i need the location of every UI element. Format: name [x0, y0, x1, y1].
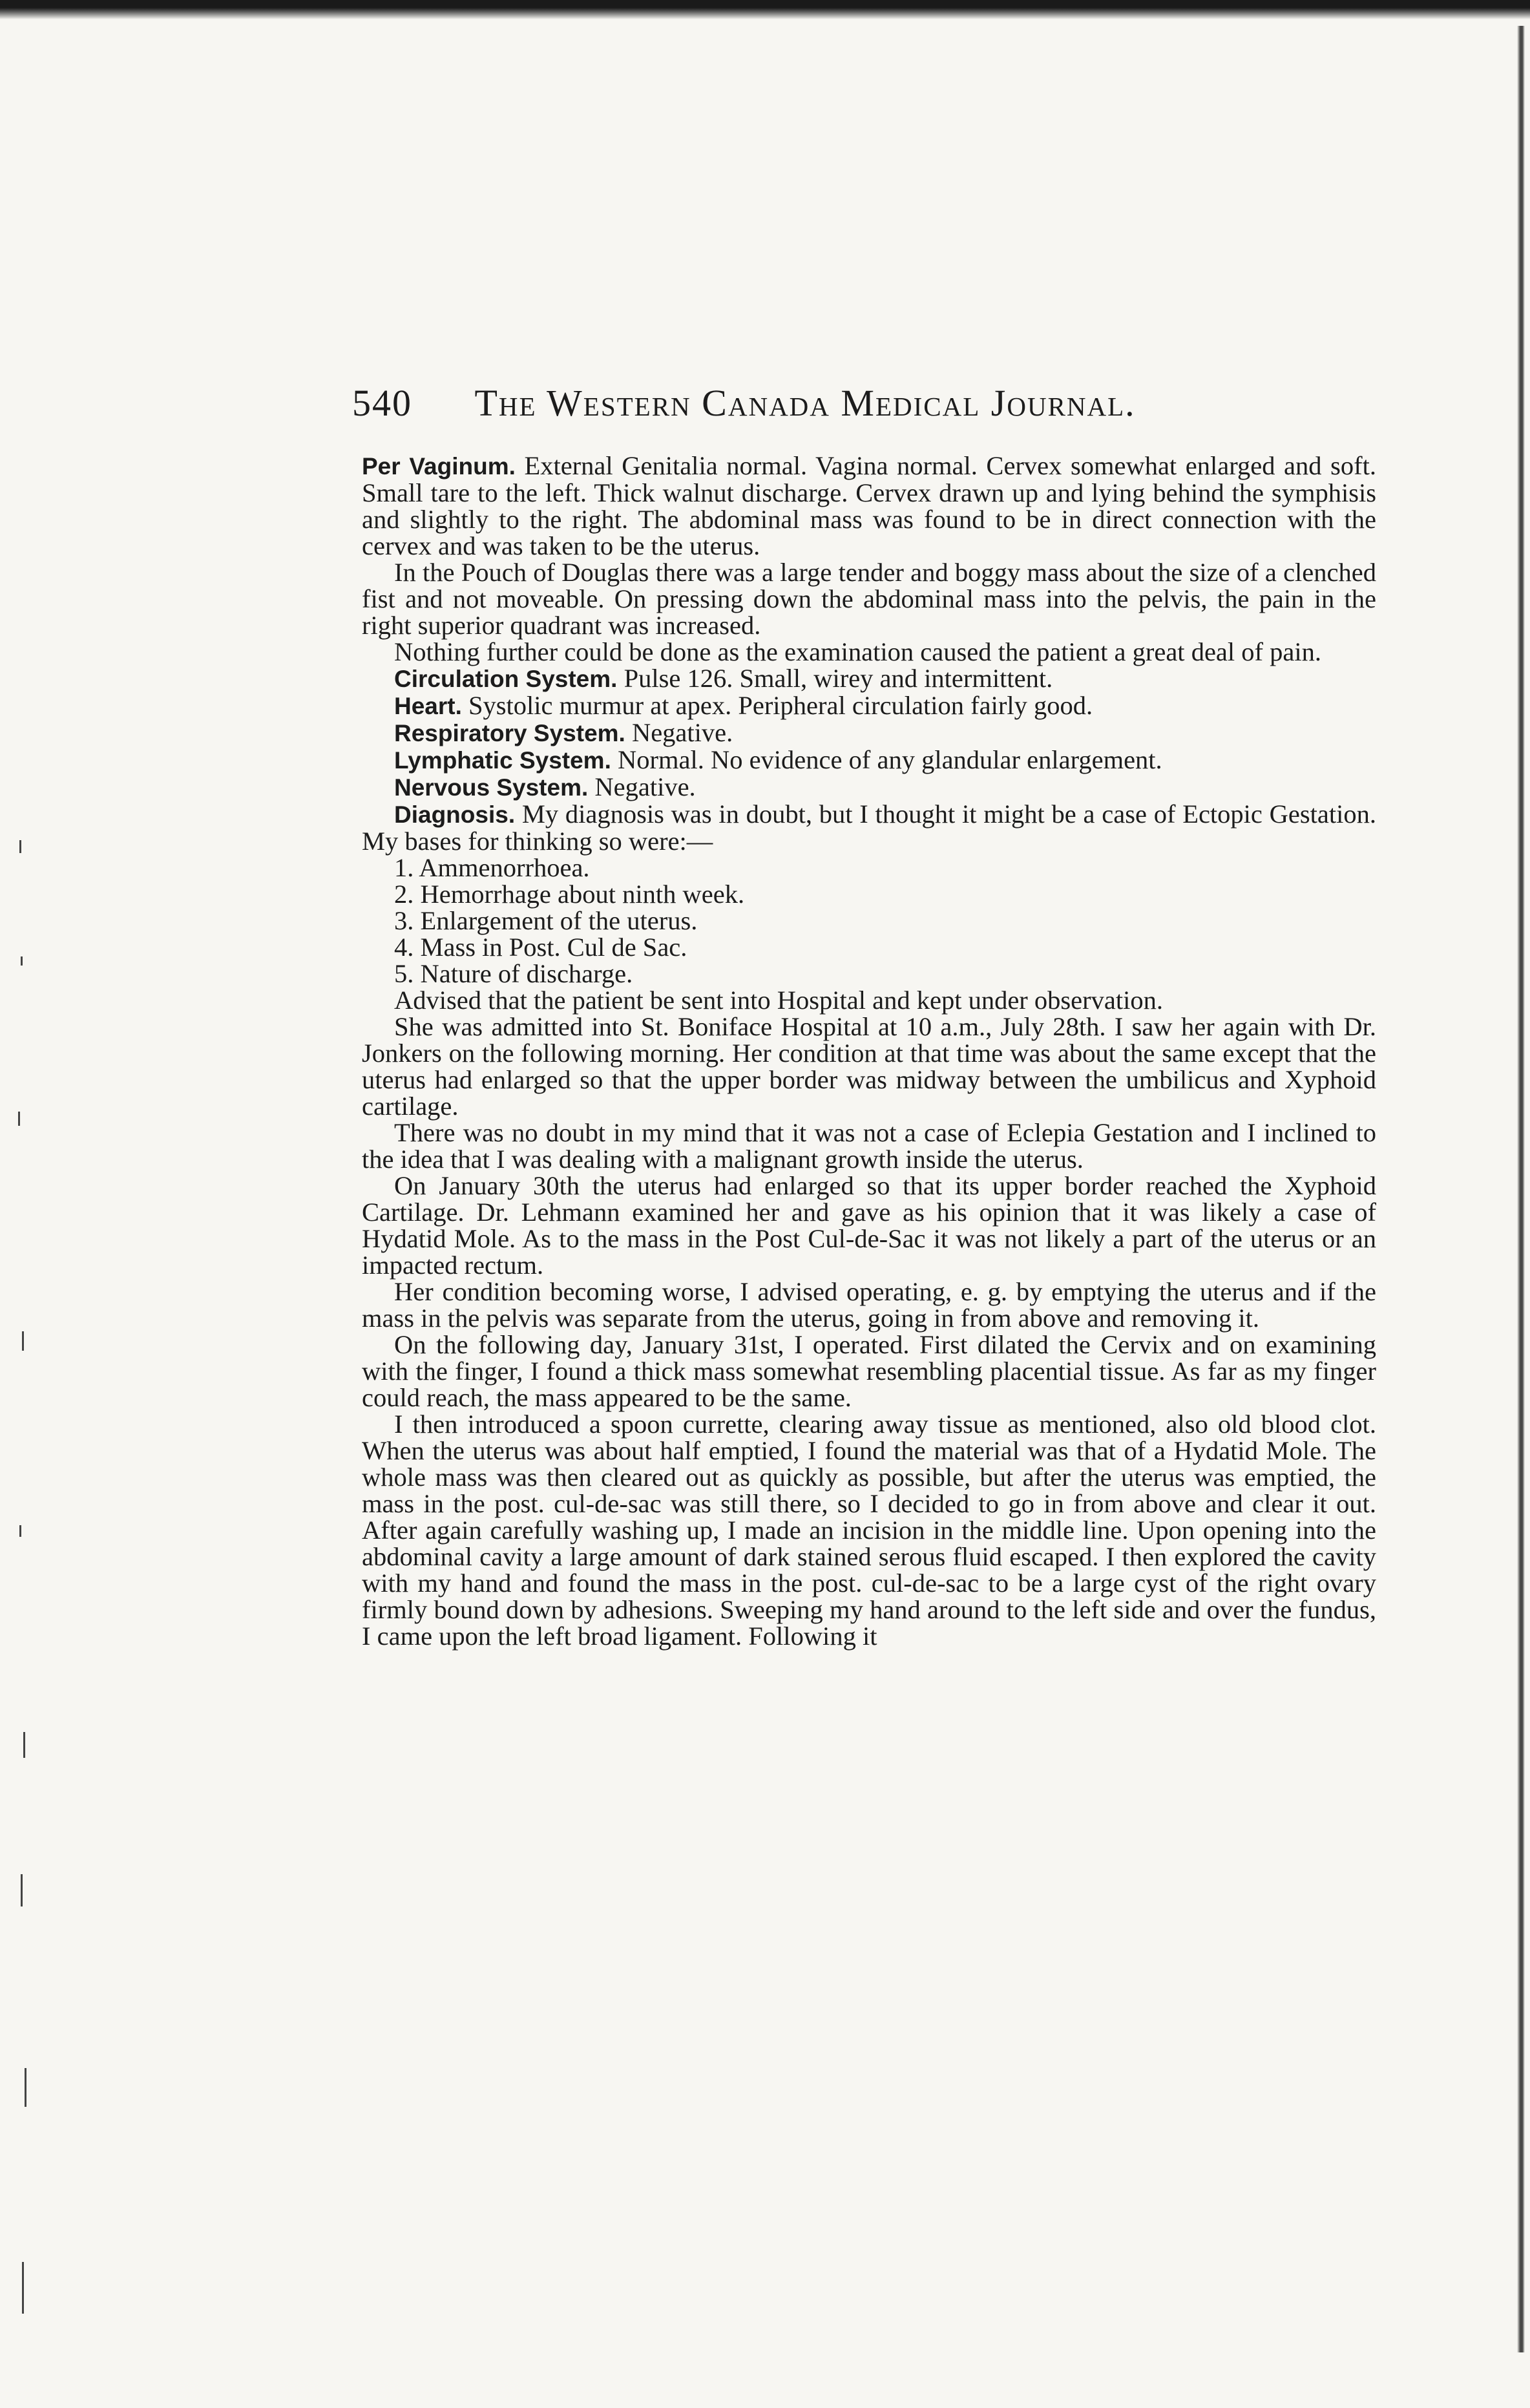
- paragraph-advised: Advised that the patient be sent into Hospital and kept under observation.: [394, 986, 1163, 1015]
- scan-top-edge: [0, 0, 1530, 19]
- list-item: 2. Hemorrhage about ninth week.: [394, 880, 745, 909]
- paragraph-text: Negative.: [625, 718, 733, 747]
- paragraph-lymphatic: [362, 746, 1376, 774]
- page-number: 540: [352, 382, 412, 424]
- paragraph-condition-worse: Her condition becoming worse, I advised operating, e. g. by emptying the uterus and if the mass in the pelvis was separate from the uterus, going in from above and removing it.: [362, 1277, 1376, 1333]
- paragraph-operated: On the following day, January 31st, I operated. First dilated the Cervix and on examining with the finger, I found a thick mass somewhat resembling placential tissue. As far as my finger could reach, the mass appeared to be the same.: [362, 1330, 1376, 1412]
- paragraph-circulation: [362, 665, 1376, 692]
- paragraph-heart: [362, 692, 1376, 719]
- paragraph-text: Negative.: [588, 772, 696, 801]
- paragraph-per-vaginum: [362, 452, 1376, 559]
- paragraph-text: In the Pouch of Douglas there was a large tender and boggy mass about the size of a clenched fist and not moveable. On pressing down the abdominal mass into the pelvis, the pain in the right superior quadrant was increased.: [362, 558, 1376, 640]
- page-header: [352, 381, 1386, 433]
- list-item: 5. Nature of discharge.: [394, 959, 633, 988]
- paragraph-admitted: She was admitted into St. Boniface Hospital at 10 a.m., July 28th. I saw her again with Dr. Jonkers on the following morning. Her condition at that time was about the same except that the uterus had enlarged so that the upper border was midway between the umbilicus and Xyphoid cartilage.: [362, 1012, 1376, 1121]
- paragraph-lead: Circulation System.: [394, 666, 618, 692]
- paragraph-lead: Per Vaginum.: [362, 453, 516, 480]
- paragraph-nervous: [362, 774, 1376, 801]
- article-body: [362, 452, 1376, 1649]
- paragraph-diagnosis: [362, 801, 1376, 854]
- list-item: 1. Ammenorrhoea.: [394, 853, 590, 882]
- paragraph-text: Normal. No evidence of any glandular enlargement.: [611, 745, 1162, 774]
- paragraph-nothing-further: [362, 639, 1376, 665]
- paragraph-text: My diagnosis was in doubt, but I thought it might be a case of Ectopic Gestation. My bases for thinking so were:—: [362, 799, 1376, 856]
- paragraph-lead: Lymphatic System.: [394, 747, 611, 774]
- paragraph-no-doubt: There was no doubt in my mind that it was not a case of Eclepia Gestation and I inclined to the idea that I was dealing with a malignant growth inside the uterus.: [362, 1118, 1376, 1174]
- paragraph-lead: Respiratory System.: [394, 720, 625, 746]
- list-item: 3. Enlargement of the uterus.: [394, 906, 698, 935]
- paragraph-text: External Genitalia normal. Vagina normal. Cervex somewhat enlarged and soft. Small tare to the left. Thick walnut discharge. Cervex drawn up and lying behind the symphisis and slightly to the right. The abdominal mass was found to be in direct connection with the cervex and was taken to be the uterus.: [362, 451, 1376, 560]
- journal-title: The Western Canada Medical Journal.: [474, 382, 1136, 424]
- paragraph-lead: Heart.: [394, 693, 462, 719]
- paragraph-text: Nothing further could be done as the examination caused the patient a great deal of pain.: [394, 637, 1321, 666]
- paragraph-lead: Diagnosis.: [394, 801, 516, 828]
- paragraph-lead: Nervous System.: [394, 774, 589, 801]
- paragraph-january-30th: On January 30th the uterus had enlarged so that its upper border reached the Xyphoid Cartilage. Dr. Lehmann examined her and gave as his opinion that it was likely a case of Hydatid Mole. As to the mass in the Post Cul-de-Sac it was not likely a part of the uterus or an impacted rectum.: [362, 1171, 1376, 1280]
- paragraph-text: Systolic murmur at apex. Peripheral circulation fairly good.: [461, 691, 1093, 720]
- paragraph-text: Pulse 126. Small, wirey and intermittent.: [617, 664, 1053, 693]
- paragraph-pouch-of-douglas: [362, 559, 1376, 639]
- list-item: 4. Mass in Post. Cul de Sac.: [394, 933, 687, 962]
- paragraph-currette: I then introduced a spoon currette, clearing away tissue as mentioned, also old blood clot. When the uterus was about half emptied, I found the material was that of a Hydatid Mole. The whole mass was then cleared out as quickly as possible, but after the uterus was emptied, the mass in the post. cul-de-sac was still there, so I decided to go in from above and clear it out. After again carefully washing up, I made an incision in the middle line. Upon opening into the abdominal cavity a large amount of dark stained serous fluid escaped. I then explored the cavity with my hand and found the mass in the post. cul-de-sac to be a large cyst of the right ovary firmly bound down by adhesions. Sweeping my hand around to the left side and over the fundus, I came upon the left broad ligament. Following it: [362, 1410, 1376, 1651]
- paragraph-respiratory: [362, 719, 1376, 746]
- scan-right-edge: [1517, 26, 1525, 2352]
- scan-left-margin-marks: [6, 840, 45, 2391]
